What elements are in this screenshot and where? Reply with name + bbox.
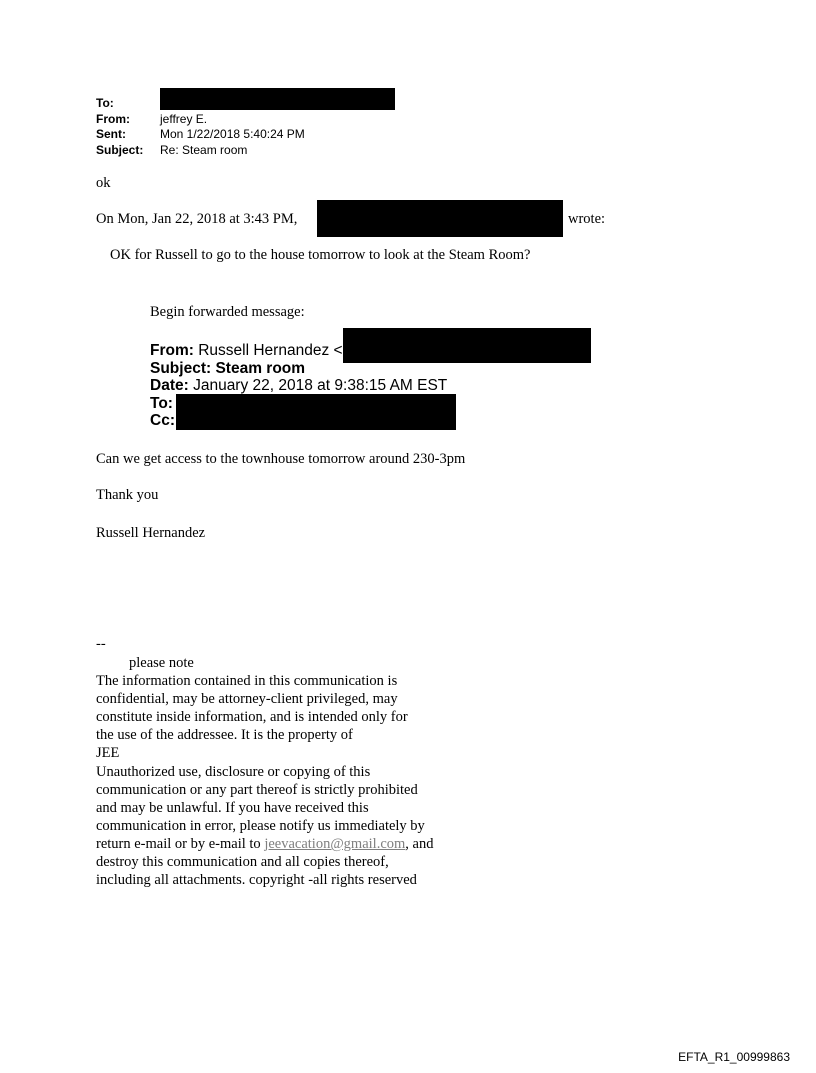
sent-value: Mon 1/22/2018 5:40:24 PM (160, 127, 305, 141)
document-id: EFTA_R1_00999863 (678, 1050, 790, 1064)
fwd-date-label: Date: (150, 377, 189, 394)
from-row (96, 112, 305, 128)
fwd-date-row (150, 377, 447, 395)
disclaimer-note: please note (129, 655, 194, 671)
quote-sender-redaction (317, 200, 563, 237)
disclaimer-text: return e-mail or by e-mail to (96, 835, 265, 852)
quote-wrote: wrote: (568, 211, 606, 227)
email-link[interactable]: jeevacation@gmail.com (264, 835, 406, 852)
message-line2: Thank you (96, 487, 159, 503)
disclaimer-text: , and (405, 835, 434, 852)
disclaimer-line: communication or any part thereof is strictly prohibited (96, 781, 418, 798)
message-signature: Russell Hernandez (96, 525, 206, 541)
fwd-to-cc-redaction (176, 394, 456, 430)
sent-label: Sent: (96, 127, 126, 141)
disclaimer-line: the use of the addressee. It is the property of (96, 727, 353, 744)
disclaimer-line: destroy this communication and all copies thereof, (96, 854, 389, 871)
disclaimer (96, 654, 433, 889)
fwd-cc-label: Cc: (150, 412, 175, 429)
fwd-from-value: Russell Hernandez < (198, 342, 343, 359)
subject-row (96, 143, 305, 159)
sent-row (96, 127, 305, 143)
subject-label: Subject: (96, 142, 144, 157)
disclaimer-line: confidential, may be attorney-client privileged, may (96, 691, 398, 708)
disclaimer-line: JEE (96, 745, 120, 762)
fwd-from-label: From: (150, 342, 194, 359)
subject-value: Re: Steam room (160, 142, 248, 157)
disclaimer-line: Unauthorized use, disclosure or copying of this (96, 763, 371, 780)
reply-text: ok (96, 175, 111, 191)
to-label: To: (96, 96, 114, 110)
to-redaction (160, 88, 395, 110)
message-line1: Can we get access to the townhouse tomorrow around 230-3pm (96, 451, 466, 467)
disclaimer-line: The information contained in this communication is (96, 673, 398, 690)
fwd-from-redaction (343, 328, 591, 363)
quote-intro: On Mon, Jan 22, 2018 at 3:43 PM, (96, 211, 298, 227)
fwd-subject-value: Steam room (215, 359, 306, 377)
fwd-to-label: To: (150, 394, 173, 412)
from-value: jeffrey E. (160, 111, 208, 126)
disclaimer-line-with-link (96, 835, 433, 853)
fwd-date-value: January 22, 2018 at 9:38:15 AM EST (193, 377, 448, 394)
quote-question: OK for Russell to go to the house tomorrow to look at the Steam Room? (110, 247, 531, 263)
disclaimer-line: communication in error, please notify us immediately by (96, 817, 425, 834)
forward-begin: Begin forwarded message: (150, 304, 305, 320)
from-label: From: (96, 111, 130, 126)
fwd-subject-label: Subject: (150, 359, 212, 377)
disclaimer-line: and may be unlawful. If you have received this (96, 799, 369, 816)
signature-dashes: -- (96, 636, 106, 652)
disclaimer-line: including all attachments. copyright -all rights reserved (96, 872, 417, 889)
disclaimer-line: constitute inside information, and is intended only for (96, 709, 408, 726)
